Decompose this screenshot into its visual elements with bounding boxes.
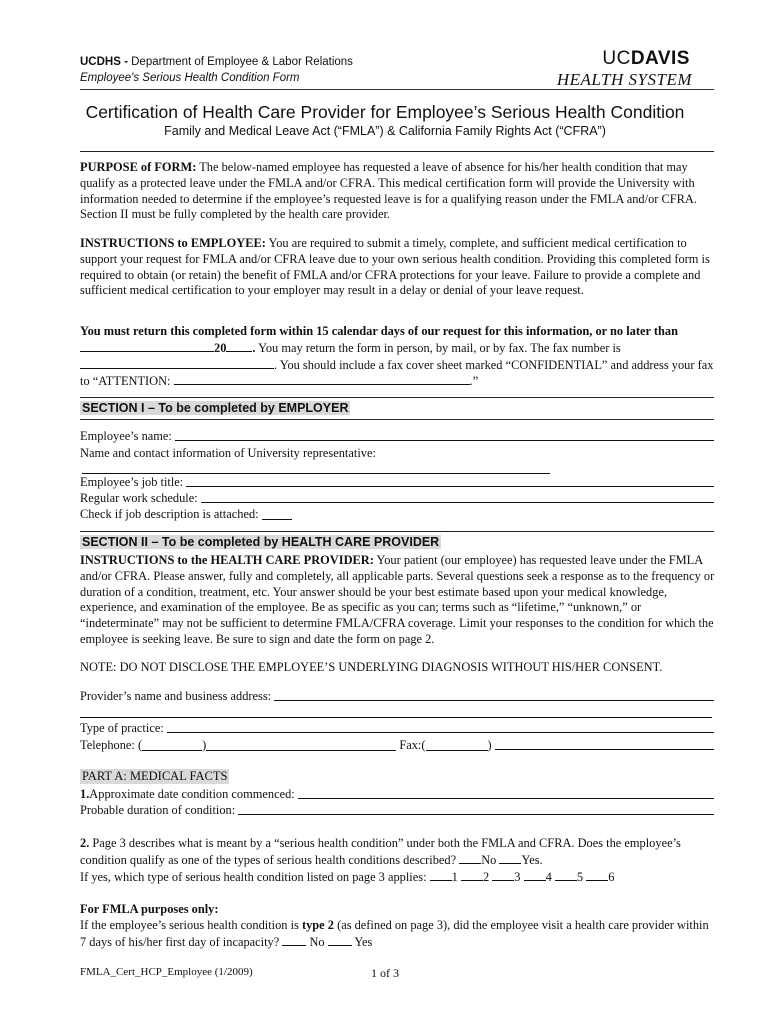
schedule-row: [80, 490, 716, 506]
phone-number-field[interactable]: [206, 739, 396, 751]
employee-instructions-text: You are required to submit a timely, complete, and sufficient medical certification to support your request for FMLA and/or CFRA leave due to your own serious health condition. Providing this completed form is required to obtain (or retain) the benefit of FMLA and/or CFRA protections for your leave. Failure to provide a complete and sufficient medical certification to your employer may result in a delay or denial of your leave request.: [80, 236, 710, 298]
fmla-text1: If the employee’s serious health condition is: [80, 917, 302, 932]
return-notice-bold: You must return this completed form within 15 calendar days of our request for this information, or no later than: [80, 324, 678, 338]
practice-label: Type of practice:: [80, 721, 164, 735]
q2-text: Page 3 describes what is meant by a “serious health condition” under both the FMLA and CFRA. Does the employee’s condition qualify as one of the types of serious health conditions described?: [80, 836, 681, 867]
employee-name-label: Employee’s name:: [80, 429, 172, 443]
type6-field[interactable]: [586, 869, 608, 881]
return-dot: .: [252, 340, 256, 355]
duration-field[interactable]: [238, 802, 714, 815]
employee-instructions-label: INSTRUCTIONS to EMPLOYEE:: [80, 236, 266, 250]
type5-label: 5: [576, 869, 584, 884]
fmla-yes-label: Yes: [354, 934, 373, 949]
health-system-logo: HEALTH SYSTEM: [556, 70, 692, 89]
fax-label: Fax:(: [399, 738, 426, 752]
job-title-row: [80, 474, 716, 490]
q2-no-field[interactable]: [459, 852, 481, 864]
section1-heading-rule: [80, 419, 714, 420]
schedule-field[interactable]: [201, 490, 714, 503]
page-title: Certification of Health Care Provider for Employee’s Serious Health Condition: [85, 102, 685, 122]
q1-label: Approximate date condition commenced:: [89, 787, 295, 801]
contact-info-label: Name and contact information of University representative:: [80, 446, 376, 460]
purpose-label: PURPOSE of FORM:: [80, 160, 197, 174]
provider-field[interactable]: [274, 688, 714, 701]
fmla-no-field[interactable]: [282, 934, 306, 946]
phone-area-field[interactable]: [142, 739, 202, 751]
fmla-text2: (as defined on page 3), did the employee visit a health care provider within 7 days of his/her first day of incapacity?: [80, 917, 709, 949]
contact-info-row: [80, 445, 716, 461]
q1-date-field[interactable]: [298, 786, 714, 799]
return-text1: You may return the form in person, by mail, or by fax. The fax number is: [255, 340, 621, 355]
fax-number-field-2[interactable]: [495, 737, 714, 750]
header-rule: [80, 89, 714, 90]
type3-label: 3: [514, 869, 521, 884]
fax-number-field[interactable]: [80, 357, 274, 369]
job-desc-row: [80, 506, 292, 522]
provider-instructions-text: Your patient (our employee) has requested leave under the FMLA and/or CFRA. Please answer, fully and completely, all applicable parts. Several questions seek a response as to the frequency or duration of a condition, treatment, etc. Your answer should be your best estimate based upon your medical knowledge, experience, and examination of the employee. Be as specific as you can; terms such as “lifetime,” “unknown,” or “indeterminate” may not be sufficient to determine FMLA/CFRA coverage. Limit your responses to the condition for which the employee is seeking leave. Be sure to sign and date the form on page 2.: [80, 553, 715, 646]
section2-rule: [80, 531, 714, 532]
type6-label: 6: [608, 869, 615, 884]
type2-field[interactable]: [461, 869, 483, 881]
duration-row: [80, 802, 716, 818]
practice-field[interactable]: [167, 720, 714, 733]
type5-field[interactable]: [555, 869, 577, 881]
type1-field[interactable]: [430, 869, 452, 881]
q2-paragraph: [80, 836, 716, 885]
ucdavis-logo: [602, 48, 690, 70]
job-title-label: Employee’s job title:: [80, 475, 184, 489]
q2-yes-label: Yes.: [521, 852, 543, 867]
diagnosis-note: NOTE: DO NOT DISCLOSE THE EMPLOYEE’S UNDERLYING DIAGNOSIS WITHOUT HIS/HER CONSENT.: [80, 660, 663, 674]
title-rule: [80, 151, 714, 152]
footer-form-id: FMLA_Cert_HCP_Employee (1/2009): [80, 966, 253, 978]
footer-page-number: 1 of 3: [371, 966, 399, 980]
logo-davis: DAVIS: [630, 48, 690, 69]
type4-field[interactable]: [524, 869, 546, 881]
fmla-yes-field[interactable]: [328, 934, 352, 946]
job-desc-checkbox[interactable]: [262, 508, 292, 520]
q2-which-label: If yes, which type of serious health condition listed on page 3 applies:: [80, 869, 427, 884]
practice-row: [80, 720, 716, 736]
return-text3: .”: [469, 374, 479, 389]
return-date-field[interactable]: [80, 340, 214, 352]
fax-area-field[interactable]: [426, 739, 488, 751]
return-year-prefix: 20: [214, 340, 227, 355]
provider-instructions: [80, 553, 716, 648]
telephone-row: Telephone: ( ) Fax:( ): [80, 737, 716, 753]
duration-label: Probable duration of condition:: [80, 803, 236, 817]
fmla-paragraph: [80, 902, 716, 950]
q2-yes-field[interactable]: [499, 852, 521, 864]
type3-field[interactable]: [492, 869, 514, 881]
job-desc-label: Check if job description is attached:: [80, 507, 259, 521]
return-year-field[interactable]: [226, 340, 252, 352]
provider-address-field[interactable]: [80, 717, 712, 718]
telephone-label: Telephone: (: [80, 738, 143, 752]
return-text2: . You should include a fax cover sheet marked “CONFIDENTIAL” and address your fax to “ATTENTION:: [80, 357, 714, 389]
employee-instructions: [80, 236, 716, 299]
fmla-type2: type 2: [301, 917, 334, 932]
purpose-paragraph: [80, 160, 716, 223]
q2-no-label: No: [481, 852, 497, 867]
employee-name-field[interactable]: [175, 428, 714, 441]
header-org-bold: UCDHS -: [80, 56, 128, 68]
section2-heading: SECTION II – To be completed by HEALTH CARE PROVIDER: [82, 535, 440, 549]
job-title-field[interactable]: [186, 474, 714, 487]
q1-number: 1.: [80, 787, 90, 801]
purpose-text: The below-named employee has requested a leave of absence for his/her health condition that may qualify as a protected leave under the FMLA and/or CFRA. This medical certification form will provide the University with information needed to determine if the employee’s requested leave is for a qualifying reason under the FMLA and/or CFRA. Section II must be fully completed by the health care provider.: [80, 160, 697, 222]
type1-label: 1: [451, 869, 458, 884]
q2-number: 2.: [80, 836, 90, 850]
fax-attention-field[interactable]: [174, 373, 470, 385]
provider-label: Provider’s name and business address:: [80, 689, 272, 703]
header-form-name: Employee's Serious Health Condition Form: [80, 72, 300, 84]
provider-row: [80, 688, 716, 704]
return-notice: [80, 324, 716, 390]
section1-rule: [80, 397, 714, 398]
part-a-heading: PART A: MEDICAL FACTS: [82, 769, 228, 783]
employee-name-row: [80, 428, 716, 444]
provider-instructions-label: INSTRUCTIONS to the HEALTH CARE PROVIDER:: [80, 553, 374, 567]
logo-uc: UC: [602, 48, 631, 69]
header-org: [80, 56, 353, 68]
q1-row: [80, 786, 716, 802]
page-subtitle: Family and Medical Leave Act (“FMLA”) & California Family Rights Act (“CFRA”): [164, 124, 606, 138]
fmla-label: For FMLA purposes only:: [80, 902, 219, 916]
schedule-label: Regular work schedule:: [80, 491, 198, 505]
section1-heading: SECTION I – To be completed by EMPLOYER: [82, 401, 349, 415]
type4-label: 4: [545, 869, 552, 884]
fmla-no-label: No: [309, 934, 325, 949]
type2-label: 2: [482, 869, 490, 884]
header-org-rest: Department of Employee & Labor Relations: [127, 56, 353, 68]
